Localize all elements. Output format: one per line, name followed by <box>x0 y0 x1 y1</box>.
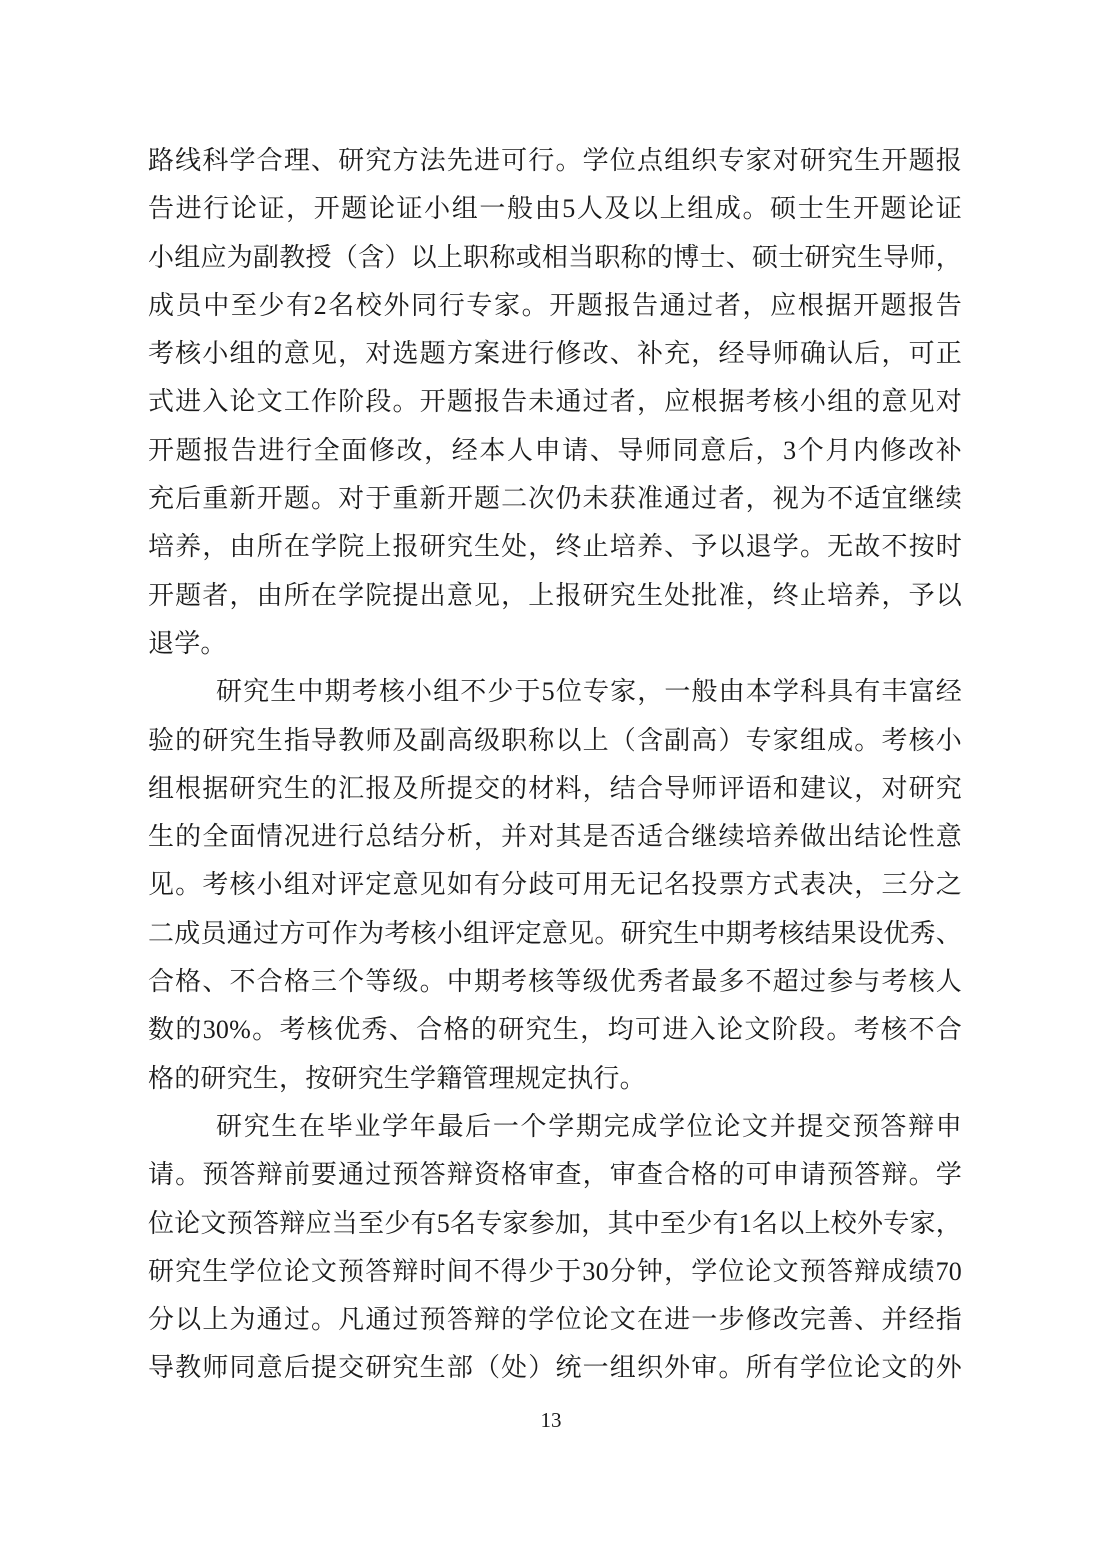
text-line: 合格、不合格三个等级。中期考核等级优秀者最多不超过参与考核人 <box>148 967 962 997</box>
text-line: 见。考核小组对评定意见如有分歧可用无记名投票方式表决，三分之 <box>148 870 962 900</box>
text-line: 导教师同意后提交研究生部（处）统一组织外审。所有学位论文的外 <box>148 1353 962 1383</box>
text-line: 位论文预答辩应当至少有5名专家参加，其中至少有1名以上校外专家， <box>148 1208 962 1238</box>
text-line: 格的研究生，按研究生学籍管理规定执行。 <box>148 1063 646 1093</box>
text-line: 二成员通过方可作为考核小组评定意见。研究生中期考核结果设优秀、 <box>148 918 962 948</box>
text-line: 退学。 <box>148 628 227 658</box>
text-line: 请。预答辩前要通过预答辩资格审查，审查合格的可申请预答辩。学 <box>148 1160 962 1190</box>
text-line: 研究生学位论文预答辩时间不得少于30分钟，学位论文预答辩成绩70 <box>148 1256 962 1286</box>
text-line: 开题者，由所在学院提出意见，上报研究生处批准，终止培养，予以 <box>148 580 962 610</box>
paragraph <box>148 137 962 668</box>
text-line: 培养，由所在学院上报研究生处，终止培养、予以退学。无故不按时 <box>148 532 962 562</box>
text-line: 组根据研究生的汇报及所提交的材料，结合导师评语和建议，对研究 <box>148 773 962 803</box>
text-line: 生的全面情况进行总结分析，并对其是否适合继续培养做出结论性意 <box>148 822 962 852</box>
text-line: 开题报告进行全面修改，经本人申请、导师同意后，3个月内修改补 <box>148 435 962 465</box>
paragraph <box>148 668 962 1103</box>
paragraph <box>148 1103 962 1393</box>
page-number: 13 <box>540 1408 562 1432</box>
text-line: 分以上为通过。凡通过预答辩的学位论文在进一步修改完善、并经指 <box>148 1305 962 1335</box>
text-line: 路线科学合理、研究方法先进可行。学位点组织专家对研究生开题报 <box>148 146 962 175</box>
text-line: 考核小组的意见，对选题方案进行修改、补充，经导师确认后，可正 <box>148 339 962 369</box>
text-line: 验的研究生指导教师及副高级职称以上（含副高）专家组成。考核小 <box>148 725 962 755</box>
text-line: 小组应为副教授（含）以上职称或相当职称的博士、硕士研究生导师， <box>148 242 962 272</box>
text-line: 数的30%。考核优秀、合格的研究生，均可进入论文阶段。考核不合 <box>148 1015 962 1045</box>
text-line: 告进行论证，开题论证小组一般由5人及以上组成。硕士生开题论证 <box>148 194 962 224</box>
text-line: 研究生在毕业学年最后一个学期完成学位论文并提交预答辩申 <box>216 1111 962 1141</box>
text-line: 成员中至少有2名校外同行专家。开题报告通过者，应根据开题报告 <box>148 290 962 320</box>
text-line: 研究生中期考核小组不少于5位专家，一般由本学科具有丰富经 <box>216 677 962 707</box>
text-line: 式进入论文工作阶段。开题报告未通过者，应根据考核小组的意见对 <box>148 387 962 417</box>
page-body <box>148 137 962 1393</box>
text-line: 充后重新开题。对于重新开题二次仍未获准通过者，视为不适宜继续 <box>148 484 962 514</box>
